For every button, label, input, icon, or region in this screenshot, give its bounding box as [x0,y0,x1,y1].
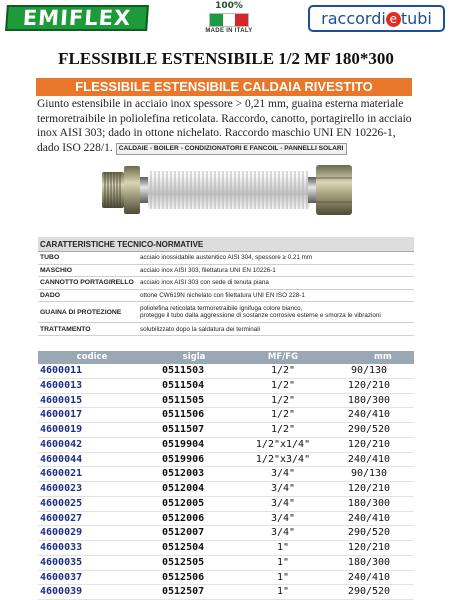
category-band: FLESSIBILE ESTENSIBILE CALDAIA RIVESTITO [36,78,412,96]
table-row [38,585,414,600]
product-table-body [38,364,414,600]
cell-codice: 4600042 [40,438,83,450]
italian-flag-icon [209,13,249,27]
cell-sigla: 0519904 [162,438,205,450]
table-row [38,526,414,541]
table-row [38,408,414,423]
cell-mf-fg: 3/4" [270,483,296,494]
cell-mm: 90/130 [350,468,388,480]
header-mm: mm [374,352,392,362]
cell-mm: 120/210 [347,483,391,494]
cell-mm: 290/520 [347,424,391,435]
table-row [38,571,414,586]
cell-mf-fg: 1" [276,556,290,568]
table-row [38,453,414,468]
cell-mf-fg: 1/2"x3/4" [255,453,311,465]
cell-codice: 4600044 [40,453,83,465]
cell-codice: 4600023 [40,483,83,494]
cell-mf-fg: 1/2" [270,379,296,391]
cell-sigla: 0511506 [162,409,205,421]
spec-row [38,252,414,265]
cell-codice: 4600039 [40,586,83,598]
spec-row [38,290,414,303]
cell-sigla: 0511504 [162,379,205,391]
spec-key: DADO [40,291,61,299]
cell-codice: 4600025 [40,497,83,509]
spec-row [38,265,414,278]
cell-mm: 180/300 [347,497,391,509]
table-row [38,364,414,379]
table-row [38,379,414,394]
spec-value: solubilizzato dopo la saldatura dei terminali [140,325,261,333]
cell-mf-fg: 1/2" [270,394,296,406]
cell-sigla: 0512006 [162,512,205,524]
table-row [38,467,414,482]
cell-mm: 180/300 [347,394,391,406]
cell-codice: 4600021 [40,468,83,480]
cell-mf-fg: 1/2" [270,424,296,435]
cell-mf-fg: 1/2"x1/4" [255,438,311,450]
cell-codice: 4600019 [40,424,83,435]
spec-key: TRATTAMENTO [40,325,91,333]
cell-mm: 120/210 [347,379,391,391]
spec-value: acciaio inox AISI 303, filettatura UNI EN 10226-1 [140,266,276,274]
made-in-italy-label: MADE IN ITALY [205,28,253,34]
cell-mm: 240/410 [347,571,391,583]
technical-specs-table [38,237,414,336]
page-title: FLESSIBILE ESTENSIBILE 1/2 MF 180*300 [58,49,394,68]
raccordi-logo-e: e [386,12,401,27]
cell-mf-fg: 3/4" [270,497,296,509]
cell-codice: 4600017 [40,409,83,421]
application-tag: CALDAIE - BOILER - CONDIZIONATORI E FANCOIL - PANNELLI SOLARI [116,143,347,155]
cell-codice: 4600011 [40,365,83,376]
description-line [37,141,417,156]
cell-sigla: 0511505 [162,394,205,406]
cell-codice: 4600029 [40,527,83,539]
spec-key: TUBO [40,254,60,262]
table-row [38,497,414,512]
cell-mm: 240/410 [347,453,391,465]
spec-key: GUAINA DI PROTEZIONE [40,308,122,316]
table-row [38,512,414,527]
table-row [38,423,414,438]
cell-sigla: 0512005 [162,497,205,509]
cell-sigla: 0511503 [162,365,205,376]
raccordi-logo-left: raccordi [321,9,386,28]
cell-codice: 4600027 [40,512,83,524]
table-row [38,556,414,571]
cell-mf-fg: 1" [276,542,290,553]
cell-sigla: 0512007 [162,527,205,539]
product-description [37,97,417,155]
made-in-italy-percent: 100% [215,1,243,11]
spec-row [38,302,414,323]
table-row [38,438,414,453]
spec-value: acciaio inox AISI 303 con sede di tenuta piana [140,279,269,287]
cell-mm: 180/300 [347,556,391,568]
description-line: termoretraibile in poliolefina reticolata. Raccordo, canotto, portagirello in acciaio [37,112,412,125]
cell-sigla: 0512507 [162,586,205,598]
cell-mf-fg: 1" [276,586,290,598]
spec-key: MASCHIO [40,266,73,274]
cell-mm: 90/130 [350,365,388,376]
cell-mm: 120/210 [347,438,391,450]
spec-value: ottone CW619N nichelato con filettatura UNI EN ISO 228-1 [140,291,305,299]
cell-mf-fg: 1/2" [270,409,296,421]
cell-mf-fg: 1/2" [270,365,296,376]
cell-codice: 4600015 [40,394,83,406]
cell-codice: 4600013 [40,379,83,391]
cell-mf-fg: 3/4" [270,527,296,539]
cell-mm: 290/520 [347,527,391,539]
table-row [38,482,414,497]
cell-sigla: 0512505 [162,556,205,568]
cell-codice: 4600033 [40,542,83,553]
spec-row [38,277,414,290]
flexible-hose-image [100,155,356,225]
cell-sigla: 0519906 [162,453,205,465]
spec-key: CANNOTTO PORTAGIRELLO [40,279,134,287]
cell-mf-fg: 3/4" [270,512,296,524]
cell-sigla: 0511507 [162,424,205,435]
table-row [38,394,414,409]
raccordi-e-tubi-logo [308,5,445,32]
emiflex-logo: EMIFLEX [5,5,149,31]
description-line: inox AISI 303; dado in ottone nichelato. Raccordo maschio UNI EN 10226-1, [37,127,396,139]
product-table-header [38,351,414,364]
header-mf-fg: MF/FG [267,352,299,362]
product-table [38,351,414,600]
cell-codice: 4600037 [40,571,83,583]
spec-row [38,323,414,336]
cell-sigla: 0512506 [162,571,205,583]
raccordi-logo-right: tubi [400,9,432,28]
description-line-end: dado ISO 228/1. [37,141,113,154]
cell-sigla: 0512504 [162,542,205,553]
cell-mm: 240/410 [347,409,391,421]
cell-mf-fg: 1" [276,571,290,583]
cell-mm: 290/520 [347,586,391,598]
cell-codice: 4600035 [40,556,83,568]
header-codice: codice [76,352,108,362]
cell-sigla: 0512003 [162,468,205,480]
header-sigla: sigla [182,352,206,362]
made-in-italy-badge [197,1,261,39]
cell-mf-fg: 3/4" [270,468,296,480]
spec-value: acciaio inossidabile austenitico AISI 304, spessore ≥ 0.21 mm [140,254,313,262]
cell-mm: 240/410 [347,512,391,524]
specs-title: CARATTERISTICHE TECNICO-NORMATIVE [38,237,414,252]
spec-value: poliolefina reticolata termoretraibile ignifuga colore bianco, protegge il tubo dalla aggressione di sostanze corrosive esterne e smorza le vibrazioni [140,305,381,319]
description-line: Giunto estensibile in acciaio inox spessore > 0,21 mm, guaina esterna materiale [37,98,404,110]
cell-mm: 120/210 [347,542,391,553]
cell-sigla: 0512004 [162,483,205,494]
table-row [38,541,414,556]
